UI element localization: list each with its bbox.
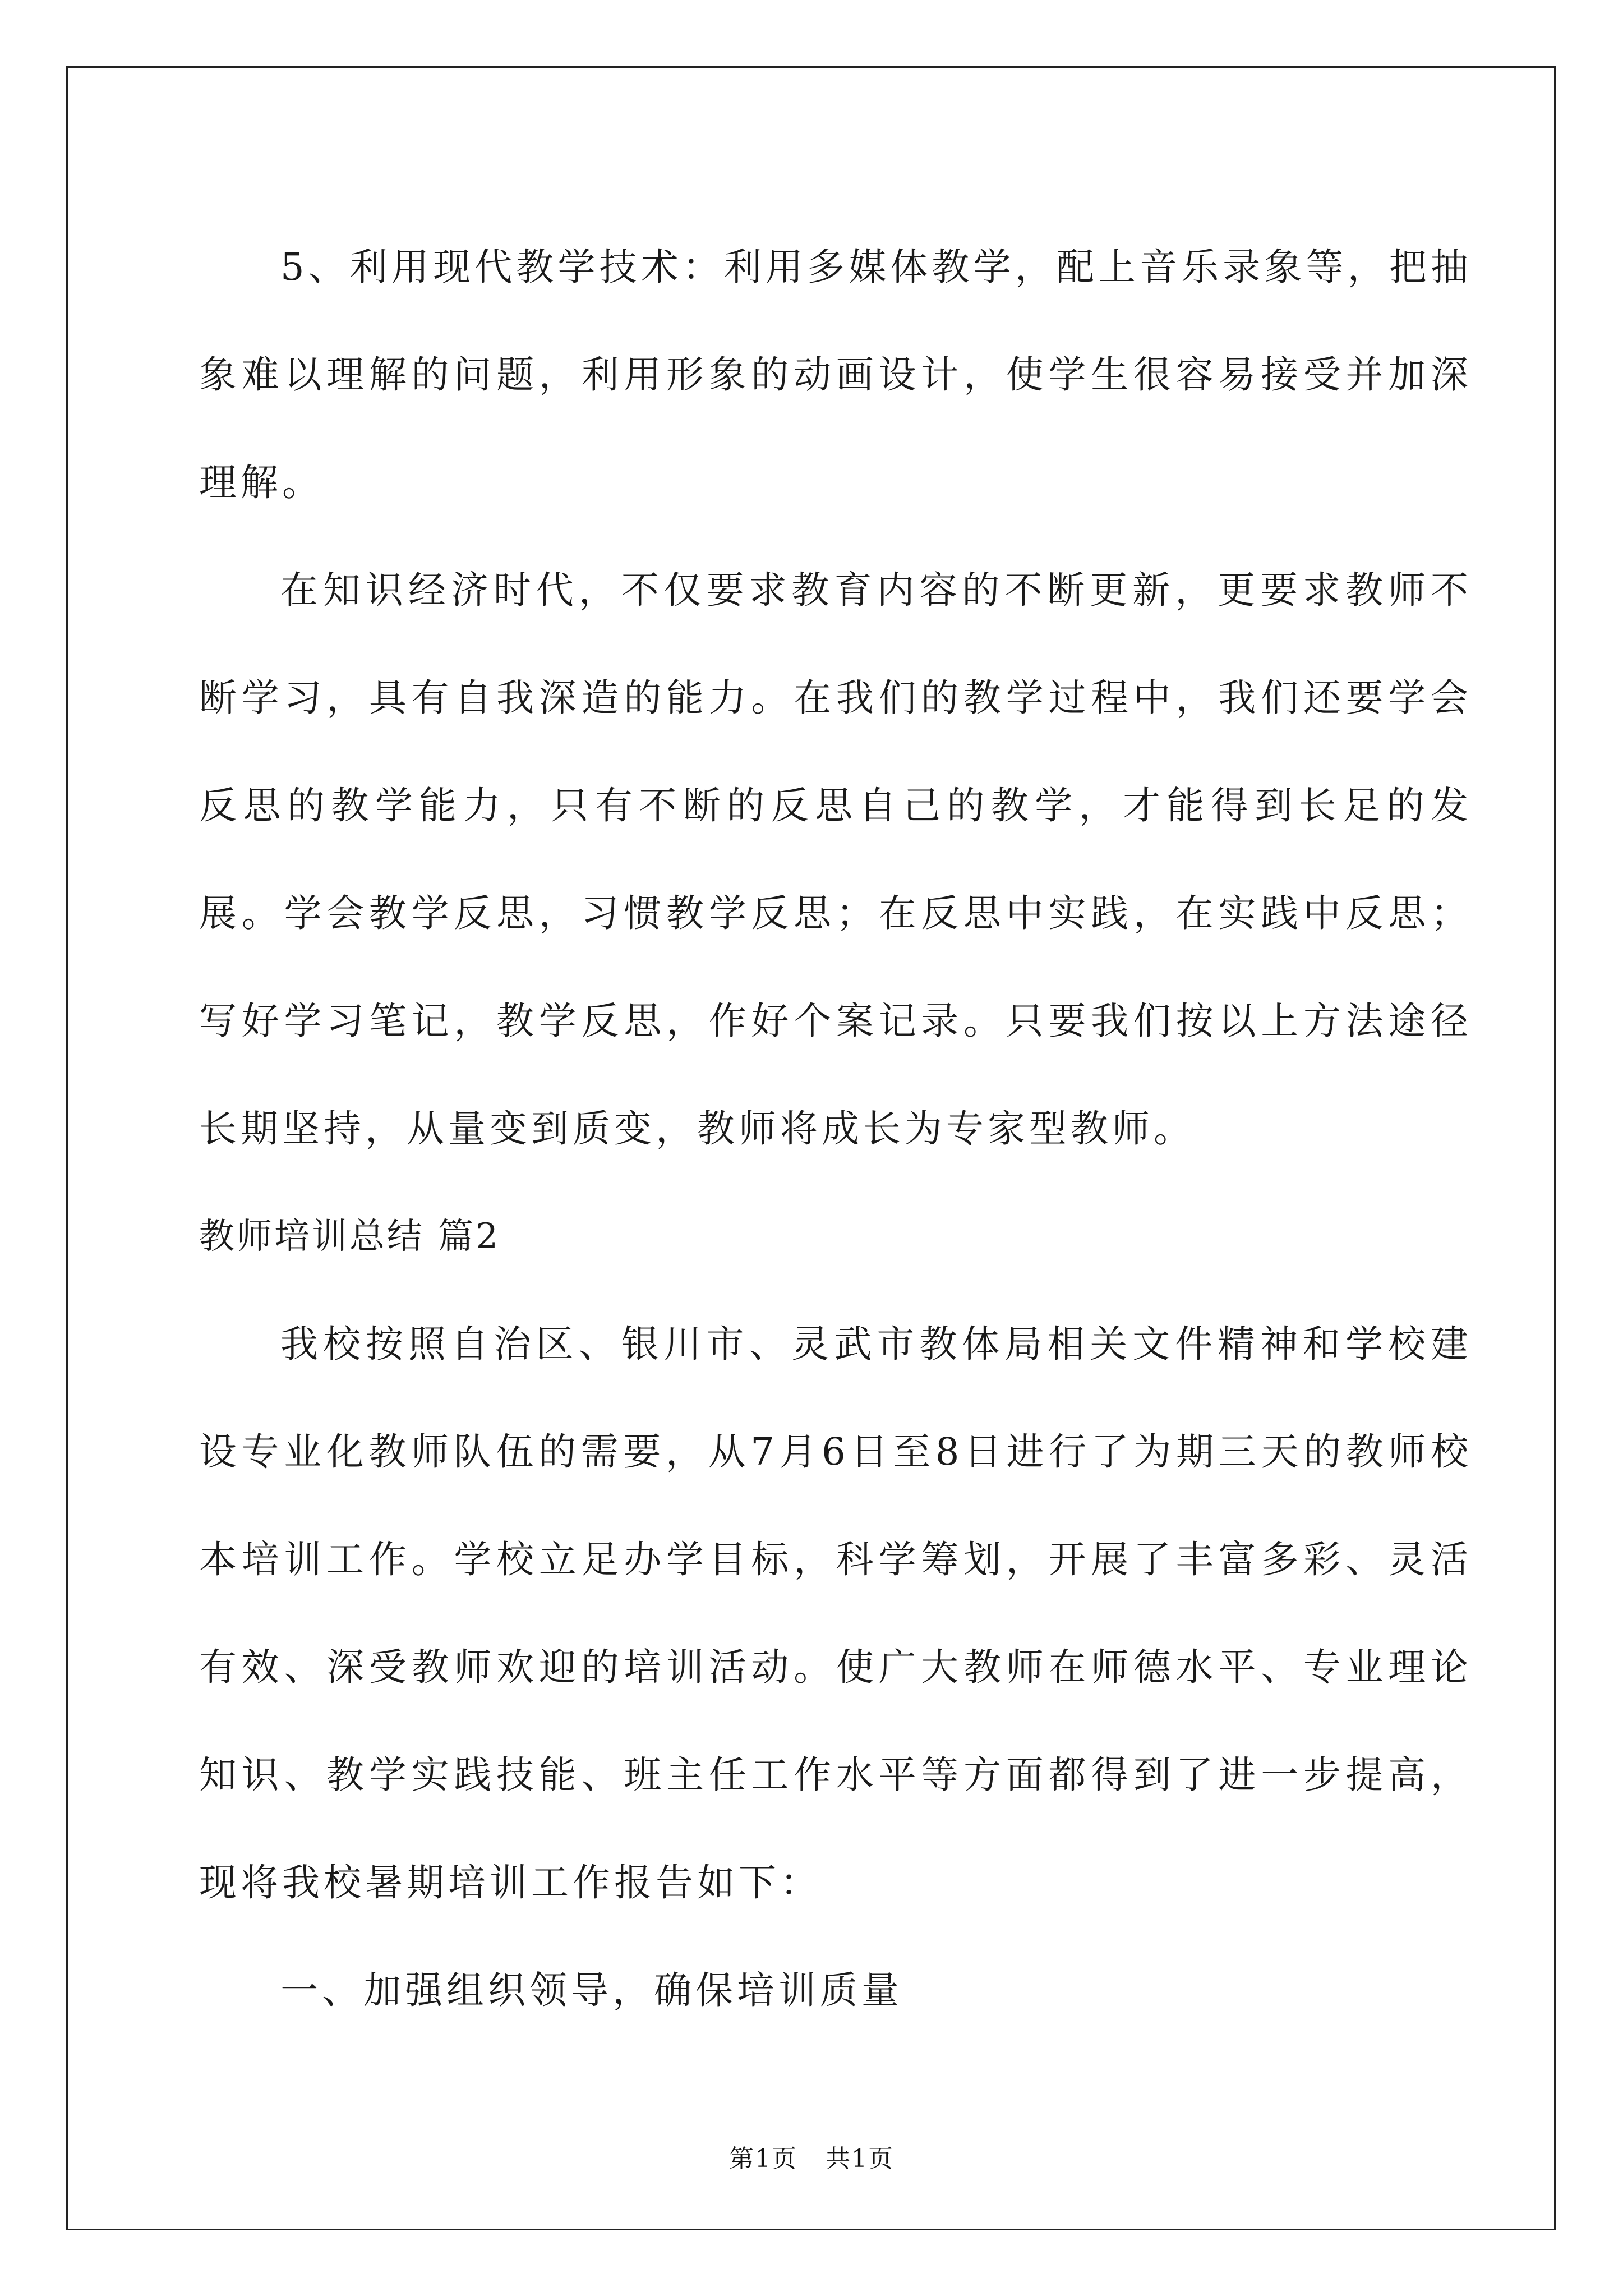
paragraph-school-training: 我校按照自治区、银川市、灵武市教体局相关文件精神和学校建设专业化教师队伍的需要，从7月6日至8日进行了为期三天的教师校本培训工作。学校立足办学目标，科学筹划，开展了丰富多彩、灵活有效、深受教师欢迎的培训活动。使广大教师在师德水平、专业理论知识、教学实践技能、班主任工作水平等方面都得到了进一步提高，现将我校暑期培训工作报告如下：: [199, 1322, 1472, 1904]
section-heading: 教师培训总结 篇2: [199, 1216, 501, 1257]
document-body: [199, 213, 1472, 2044]
page-number: 第1页: [729, 2145, 797, 2173]
paragraph-organization-leadership: 一、加强组织领导，确保培训质量: [280, 1968, 903, 2012]
paragraph-teaching-technology: 5、利用现代教学技术：利用多媒体教学，配上音乐录象等，把抽象难以理解的问题，利用形象的动画设计，使学生很容易接受并加深理解。: [199, 245, 1472, 504]
paragraph-knowledge-economy: 在知识经济时代，不仅要求教育内容的不断更新，更要求教师不断学习，具有自我深造的能力。在我们的教学过程中，我们还要学会反思的教学能力，只有不断的反思自己的教学，才能得到长足的发展。学会教学反思，习惯教学反思；在反思中实践，在实践中反思；写好学习笔记，教学反思，作好个案记录。只要我们按以上方法途径长期坚持，从量变到质变，教师将成长为专家型教师。: [199, 568, 1472, 1151]
page-total: 共1页: [826, 2145, 894, 2173]
page-footer: [0, 2138, 1623, 2174]
